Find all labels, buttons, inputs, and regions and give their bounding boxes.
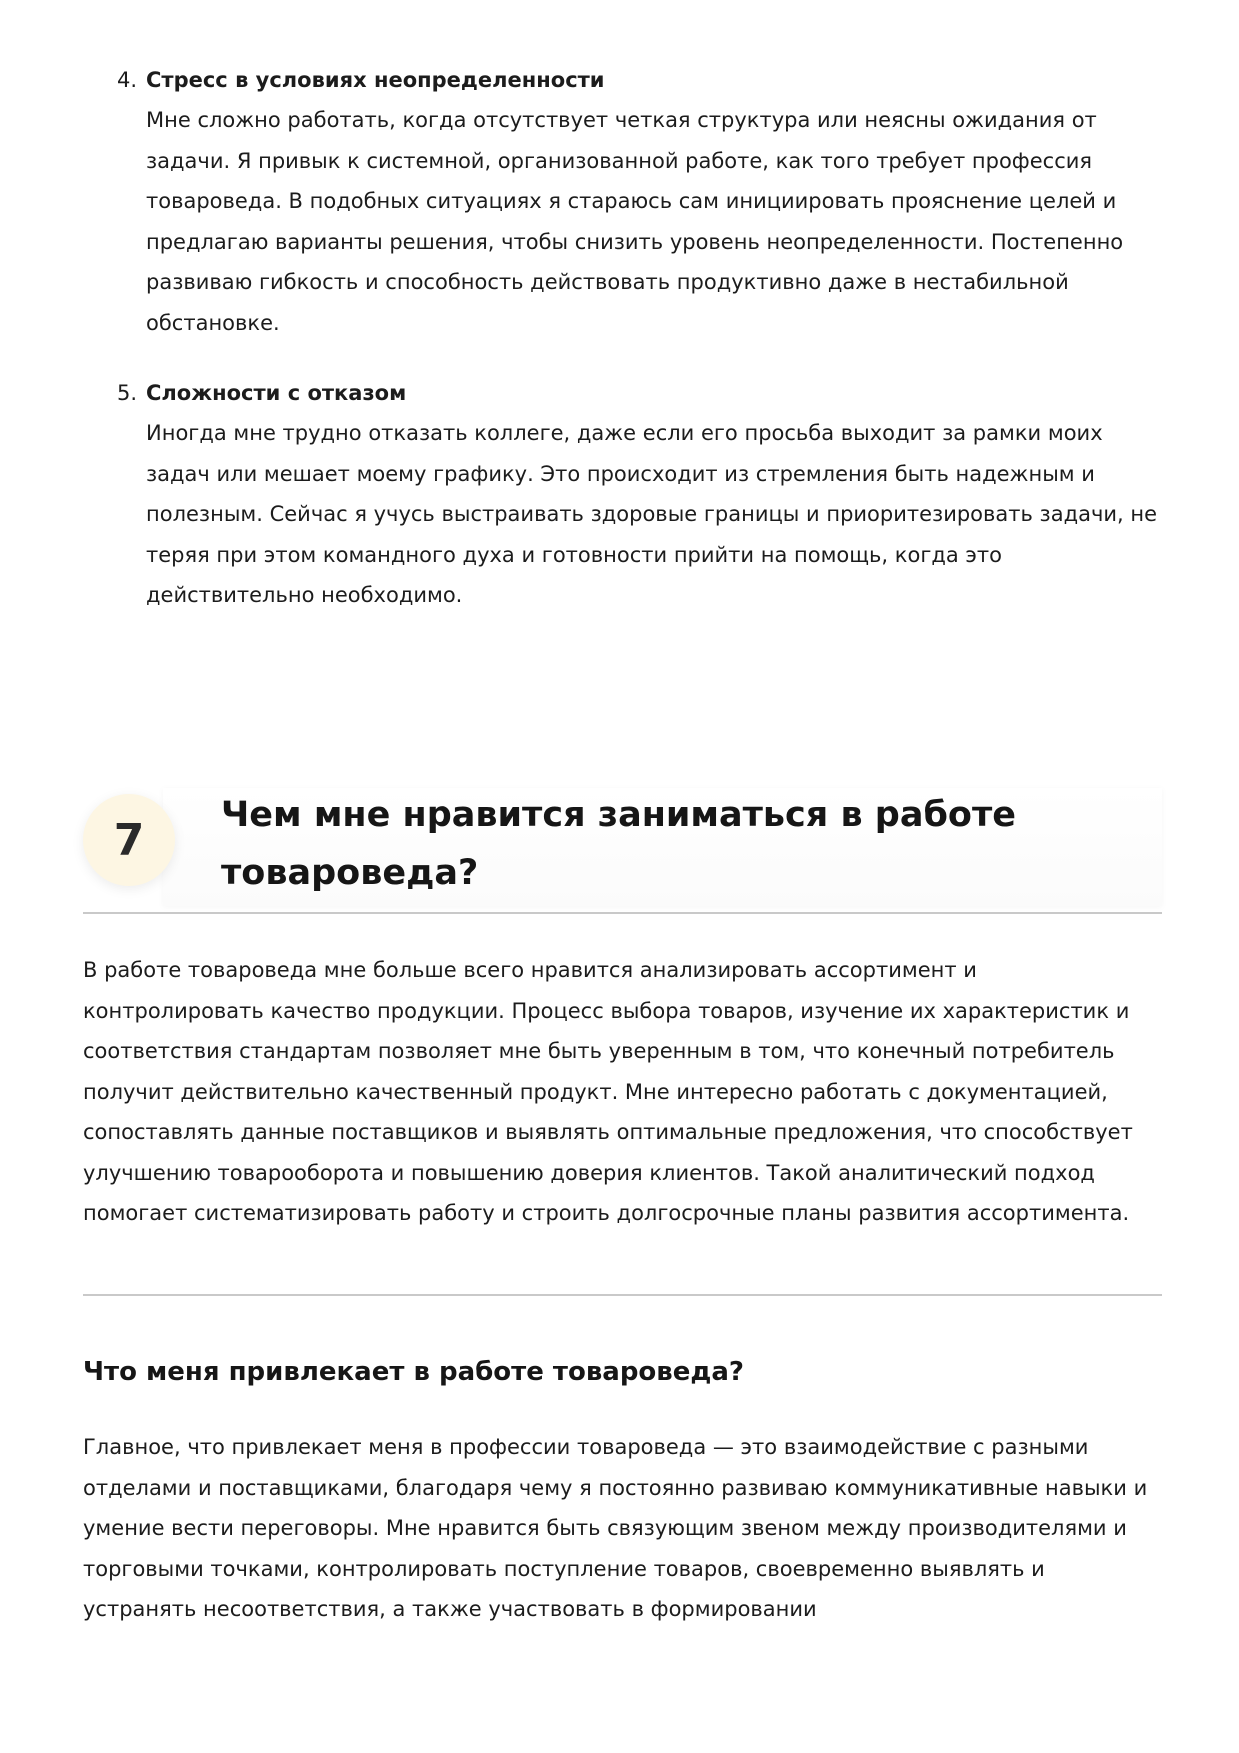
list-item-title: Стресс в условиях неопределенности <box>146 68 605 92</box>
list-item-text: Иногда мне трудно отказать коллеге, даже если его просьба выходит за рамки моих задач или мешает моему графику. Это происходит из стремления быть надежным и полезным. Сейчас я учусь выстраивать здоровые границы и приоритезировать задачи, не теряя при этом командного духа и готовности прийти на помощь, когда это действительно необходимо. <box>146 421 1158 607</box>
section-title: Чем мне нравится заниматься в работе товароведа? <box>221 795 1016 893</box>
divider <box>83 1294 1162 1296</box>
section-number-badge: 7 <box>83 794 175 886</box>
numbered-list <box>83 60 1162 646</box>
list-item-title: Сложности с отказом <box>146 381 407 405</box>
subsection-paragraph: Главное, что привлекает меня в профессии товароведа — это взаимодействие с разными отделами и поставщиками, благодаря чему я постоянно развиваю коммуникативные навыки и умение вести переговоры. Мне нравится быть связующим звеном между производителями и торговыми точками, контролировать поступление товаров, своевременно выявлять и устранять несоответствия, а также участвовать в формировании <box>83 1435 1148 1621</box>
list-item-number: 5. <box>117 381 138 405</box>
subsection-title: Что меня привлекает в работе товароведа? <box>83 1357 745 1387</box>
list-item <box>83 60 1162 343</box>
list-item-number: 4. <box>117 68 138 92</box>
list-item <box>83 373 1162 616</box>
list-item-text: Мне сложно работать, когда отсутствует четкая структура или неясны ожидания от задачи. Я привык к системной, организованной работе, как того требует профессия товароведа. В подобных ситуациях я стараюсь сам инициировать прояснение целей и предлагаю варианты решения, чтобы снизить уровень неопределенности. Постепенно развиваю гибкость и способность действовать продуктивно даже в нестабильной обстановке. <box>146 108 1124 335</box>
section-header <box>83 776 1162 914</box>
section-paragraph: В работе товароведа мне больше всего нравится анализировать ассортимент и контролировать качество продукции. Процесс выбора товаров, изучение их характеристик и соответствия стандартам позволяет мне быть уверенным в том, что конечный потребитель получит действительно качественный продукт. Мне интересно работать с документацией, сопоставлять данные поставщиков и выявлять оптимальные предложения, что способствует улучшению товарооборота и повышению доверия клиентов. Такой аналитический подход помогает систематизировать работу и строить долгосрочные планы развития ассортимента. <box>83 958 1133 1225</box>
